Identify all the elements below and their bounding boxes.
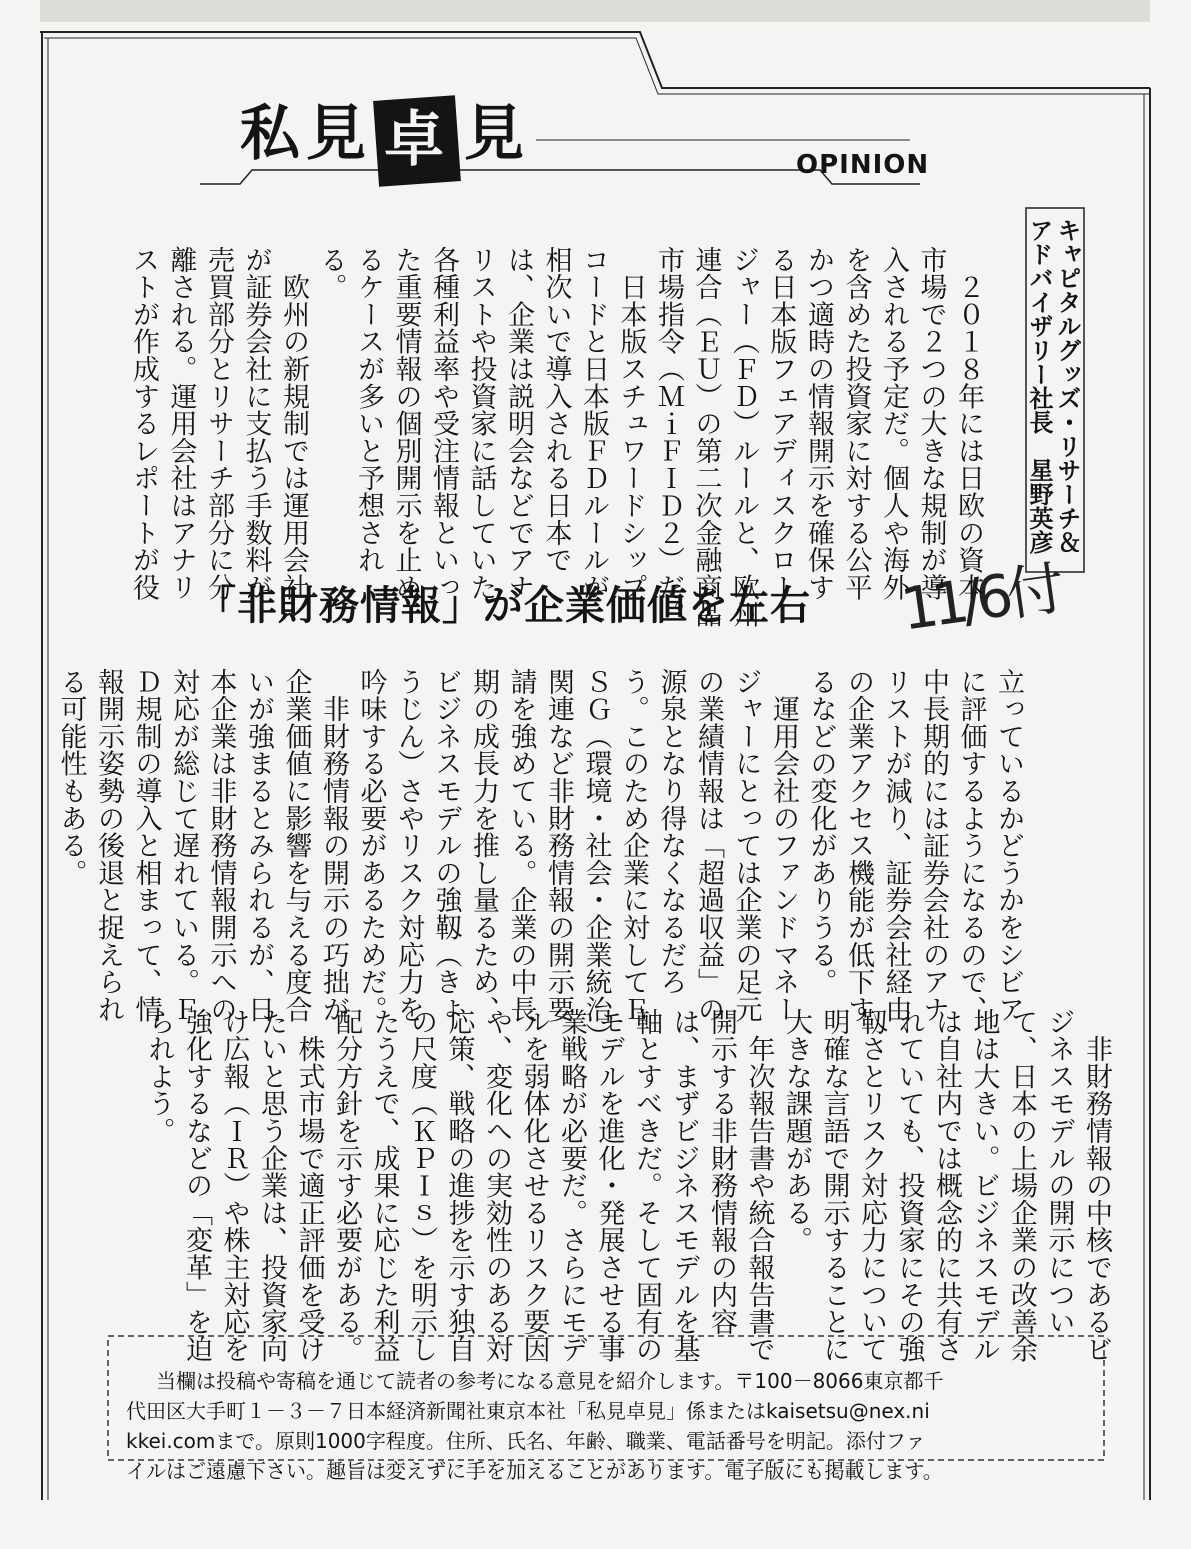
article-line: モデルを進化・発展させる事 bbox=[593, 1008, 625, 1363]
article-line: ビジネスモデルの強靱（きょ bbox=[430, 668, 462, 1023]
article-line: て、日本の上場企業の改善余 bbox=[1006, 1008, 1037, 1363]
article-line: 立っているかどうかをシビア bbox=[993, 668, 1024, 1023]
article-line: 軸とすべきだ。そして固有の bbox=[631, 1008, 662, 1363]
article-line: ＳＧ（環境・社会・企業統治） bbox=[580, 668, 612, 1051]
submission-notice bbox=[108, 1366, 1104, 1483]
article-line: た重要情報の個別開示を止め bbox=[390, 246, 422, 601]
article-line: 吟味する必要があるためだ。 bbox=[355, 668, 387, 1023]
article-line: 明確な言語で開示することに bbox=[818, 1008, 850, 1363]
article-line: ジャー（ＦＤ）ルールと、欧州 bbox=[728, 246, 759, 629]
article-line: に評価するようになるので、 bbox=[955, 668, 987, 1023]
article-line: 離される。運用会社はアナリ bbox=[165, 246, 197, 601]
article-line: ジネスモデルの開示につい bbox=[1043, 1008, 1075, 1336]
article-line: 入される予定だ。個人や海外 bbox=[878, 246, 909, 601]
article-line: 相次いで導入される日本で bbox=[540, 246, 572, 574]
article-line: は、まずビジネスモデルを基 bbox=[668, 1008, 700, 1363]
article-line: を含めた投資家に対する公平 bbox=[840, 246, 872, 601]
article-line: コードと日本版ＦＤルールが bbox=[578, 246, 609, 601]
article-line: が証券会社に支払う手数料が bbox=[240, 246, 272, 601]
article-line: ルを弱体化させるリスク要因 bbox=[518, 1008, 550, 1363]
masthead-char-2: 見 bbox=[306, 99, 366, 169]
article-line: る。 bbox=[315, 246, 347, 301]
article-line: 各種利益率や受注情報といっ bbox=[428, 246, 459, 601]
article-line: 期の成長力を推し量るため、 bbox=[468, 668, 499, 1023]
article-line: 日本版スチュワードシップ bbox=[615, 246, 647, 601]
article-line: 配分方針を示す必要がある。 bbox=[331, 1008, 362, 1363]
article-line: る日本版フェアディスクロー bbox=[765, 246, 797, 601]
article-line: 非財務情報の開示の巧拙が bbox=[318, 668, 349, 1023]
byline-affiliation: キャピタルグッズ・リサーチ＆ bbox=[1053, 218, 1081, 554]
article-line: 連合（ＥＵ）の第二次金融商品 bbox=[690, 246, 722, 629]
article-line: 企業価値に影響を与える度合 bbox=[280, 668, 312, 1023]
column-masthead bbox=[240, 92, 540, 188]
notice-line-1: 当欄は投稿や寄稿を通じて読者の参考になる意見を紹介します。〒100－8066東京都千 bbox=[156, 1369, 944, 1393]
article-line: 応策、戦略の進捗を示す独自 bbox=[443, 1008, 475, 1363]
article-line: け広報（ＩＲ）や株主対応を bbox=[218, 1008, 250, 1363]
article-line: ２０１８年には日欧の資本 bbox=[953, 246, 984, 601]
notice-line-3: kkei.comまで。原則1000字程度。住所、氏名、年齢、職業、電話番号を明記。添付ファ bbox=[126, 1429, 926, 1453]
article-line: 開示する非財務情報の内容 bbox=[706, 1008, 737, 1336]
article-line: の企業アクセス機能が低下す bbox=[843, 668, 874, 1023]
article-line: 靱さとリスク対応力について bbox=[856, 1008, 887, 1363]
article-text-block-2 bbox=[52, 668, 1027, 1051]
article-line: たうえで、成果に応じた利益 bbox=[368, 1008, 400, 1363]
article-line: かつ適時の情報開示を確保す bbox=[803, 246, 834, 601]
article-line: 本企業は非財務情報開示への bbox=[205, 668, 237, 1023]
opinion-label: OPINION bbox=[796, 150, 930, 180]
masthead-char-1: 私 bbox=[240, 99, 300, 169]
article-line: ジャーにとっては企業の足元 bbox=[730, 668, 762, 1023]
article-line: の業績情報は「超過収益」の bbox=[693, 668, 724, 1023]
article-line: リストが減り、証券会社経由 bbox=[880, 668, 912, 1023]
article-line: 市場指令（ＭｉＦＩＤ２）だ。 bbox=[653, 246, 684, 629]
article-line: うじん）さやリスク対応力を bbox=[393, 668, 424, 1023]
article-line: 欧州の新規制では運用会社 bbox=[278, 246, 309, 601]
article-line: 市場で２つの大きな規制が導 bbox=[915, 246, 947, 601]
notice-line-4: イルはご遠慮下さい。趣旨は変えずに手を加えることがあります。電子版にも掲載します。 bbox=[126, 1459, 943, 1483]
article-line: 報開示姿勢の後退と捉えられ bbox=[93, 668, 124, 1023]
masthead-char-4: 見 bbox=[464, 99, 524, 169]
article-text-block-3 bbox=[140, 1008, 1115, 1363]
notice-line-2: 代田区大手町１－３－７日本経済新聞社東京本社「私見卓見」係またはkaisetsu@nex.ni bbox=[126, 1399, 930, 1423]
article-line: 業戦略が必要だ。さらにモデ bbox=[556, 1008, 587, 1363]
handwritten-date-note: 11/6付 bbox=[896, 554, 1063, 644]
article-line: は自社内では概念的に共有さ bbox=[931, 1008, 962, 1363]
article-line: られよう。 bbox=[143, 1008, 175, 1145]
article-line: れていても、投資家にその強 bbox=[893, 1008, 925, 1363]
byline bbox=[1025, 210, 1082, 570]
article-line: 運用会社のファンドマネー bbox=[768, 668, 799, 1023]
article-line: 年次報告書や統合報告書で bbox=[743, 1008, 775, 1363]
article-line: 源泉となり得なくなるだろ bbox=[655, 668, 687, 996]
article-line: たいと思う企業は、投資家向 bbox=[256, 1008, 287, 1363]
article-line: リストや投資家に話していた bbox=[465, 246, 497, 601]
byline-title-name: アドバイザリー社長 星野英彦 bbox=[1025, 218, 1053, 554]
article-line: るケースが多いと予想され bbox=[353, 246, 384, 574]
article-line: ストが作成するレポートが役 bbox=[128, 246, 159, 601]
article-line: の尺度（ＫＰＩｓ）を明示し bbox=[406, 1008, 437, 1363]
article-line: Ｄ規制の導入と相まって、情 bbox=[130, 668, 162, 1023]
article-line: 請を強めている。企業の中長 bbox=[505, 668, 537, 1023]
article-line: 中長期的には証券会社のアナ bbox=[918, 668, 949, 1023]
headline: 「非財務情報」が企業価値を左右 bbox=[196, 582, 811, 629]
article-line: 株式市場で適正評価を受け bbox=[293, 1008, 325, 1363]
masthead-char-3: 卓 bbox=[384, 105, 444, 175]
article-line: る可能性もある。 bbox=[55, 668, 87, 887]
article-line: 地は大きい。ビジネスモデル bbox=[968, 1008, 1000, 1363]
article-line: るなどの変化がありうる。 bbox=[805, 668, 837, 996]
article-line: う。このため企業に対してＥ bbox=[618, 668, 649, 1023]
article-line: は、企業は説明会などでアナ bbox=[503, 246, 534, 601]
article-line: いが強まるとみられるが、日 bbox=[243, 668, 274, 1023]
article-line: 関連など非財務情報の開示要 bbox=[543, 668, 574, 1023]
article-line: 非財務情報の中核であるビ bbox=[1081, 1008, 1112, 1363]
article-line: や、変化への実効性のある対 bbox=[481, 1008, 512, 1363]
article-line: 強化するなどの「変革」を迫 bbox=[181, 1008, 212, 1363]
article-line: 大きな課題がある。 bbox=[781, 1008, 812, 1254]
article-line: 対応が総じて遅れている。Ｆ bbox=[168, 668, 199, 1023]
article-line: 売買部分とリサーチ部分に分 bbox=[203, 246, 234, 601]
